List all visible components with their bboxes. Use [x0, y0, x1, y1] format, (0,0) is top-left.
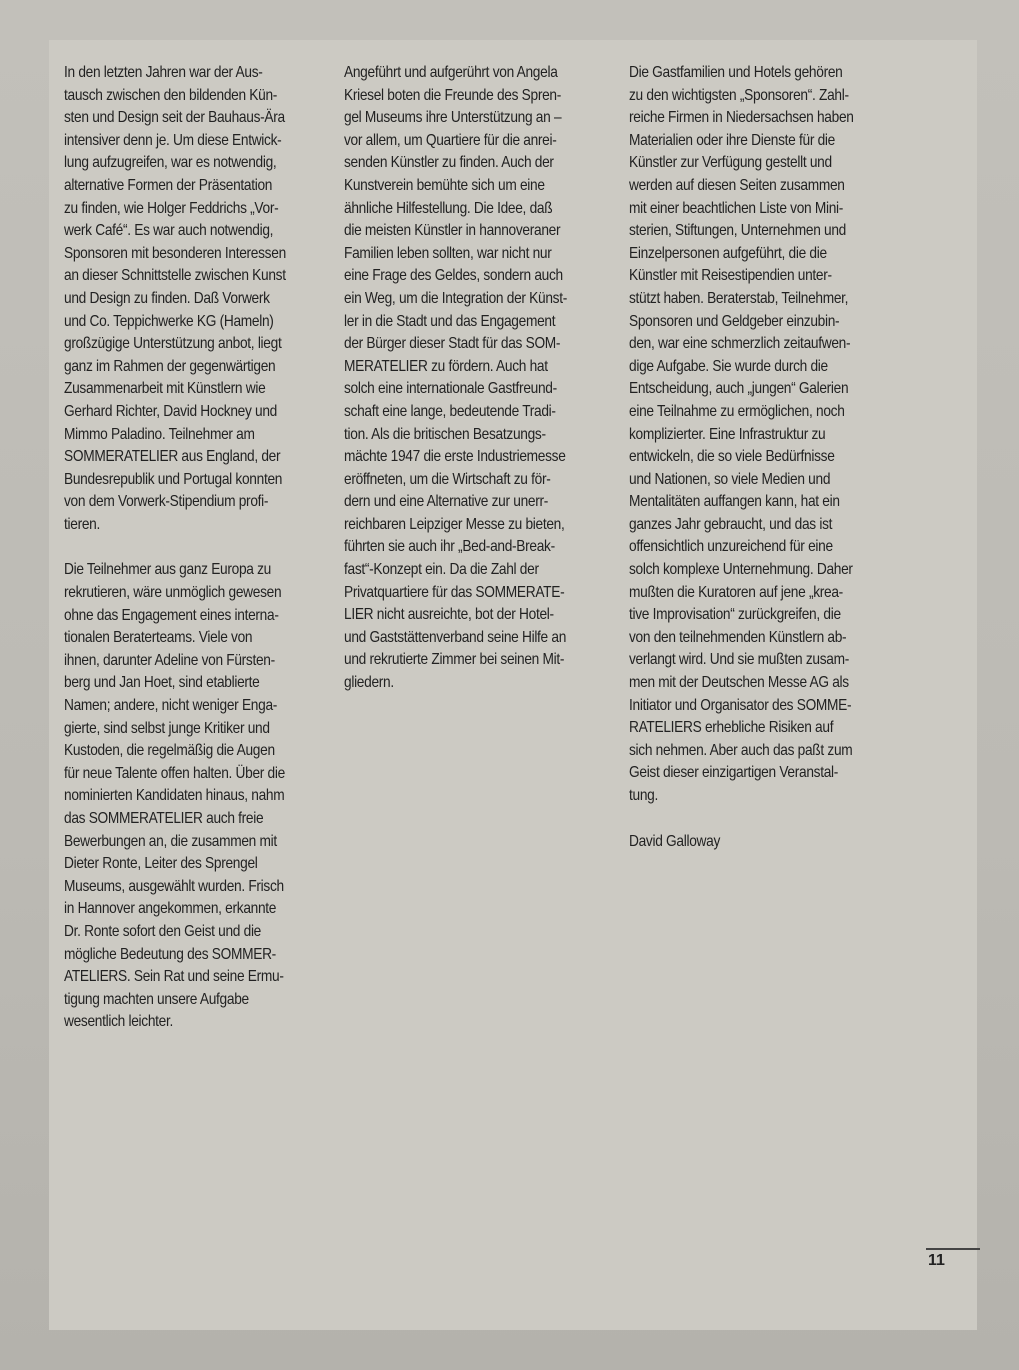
page-number: 11: [928, 1252, 945, 1269]
text-column-3: [629, 62, 893, 853]
page-number-rule: [926, 1248, 980, 1250]
paragraph: In den letzten Jahren war der Aus- tausch zwischen den bildenden Kün- sten und Design seit der Bauhaus-Ära intensiver denn je. Um diese Entwick- lung aufzugreifen, war es notwendig, alternative Formen der Präsentation zu finden, wie Holger Feddrichs „Vor- werk Café“. Es war auch notwendig, Sponsoren mit besonderen Interessen an dieser Schnittstelle zwischen Kunst und Design zu finden. Daß Vorwerk und Co. Teppichwerke KG (Hameln) großzügige Unterstützung anbot, liegt ganz im Rahmen der gegenwärtigen Zusammenarbeit mit Künstlern wie Gerhard Richter, David Hockney und Mimmo Paladino. Teilnehmer am SOMMERATELIER aus England, der Bundesrepublik und Portugal konnten von dem Vorwerk-Stipendium profi- tieren.: [64, 64, 286, 533]
author-signature: David Galloway: [629, 832, 721, 850]
paragraph: Angeführt und aufgerührt von Angela Kriesel boten die Freunde des Spren- gel Museums ihre Unterstützung an – vor allem, um Quartiere für die anrei- senden Künstler zu finden. Auch der Kunstverein bemühte sich um eine ähnliche Hilfestellung. Die Idee, daß die meisten Künstler in hannoveraner Familien leben sollten, war nicht nur eine Frage des Geldes, sondern auch ein Weg, um die Integration der Künst- ler in die Stadt und das Engagement der Bürger dieser Stadt für das SOM- MERATELIER zu fördern. Auch hat solch eine internationale Gastfreund- schaft eine lange, bedeutende Tradi- tion. Als die britischen Besatzungs- mächte 1947 die erste Industriemesse eröffneten, um die Wirtschaft zu för- dern und eine Alternative zur unerr- reichbaren Leipziger Messe zu bieten, führten sie auch ihr „Bed-and-Break- fast“-Konzept ein. Da die Zahl der Privatquartiere für das SOMMERATE- LIER nicht ausreichte, bot der Hotel- und Gaststättenverband seine Hilfe an und rekrutierte Zimmer bei seinen Mit- gliedern.: [344, 64, 567, 692]
paragraph: Die Teilnehmer aus ganz Europa zu rekrutieren, wäre unmöglich gewesen ohne das Engagement eines interna- tionalen Beraterteams. Viele von ihnen, darunter Adeline von Fürsten- berg und Jan Hoet, sind etablierte Namen; andere, nicht weniger Enga- gierte, sind selbst junge Kritiker und Kustoden, die regelmäßig die Augen für neue Talente offen halten. Über die nominierten Kandidaten hinaus, nahm das SOMMERATELIER auch freie Bewerbungen an, die zusammen mit Dieter Ronte, Leiter des Sprengel Museums, ausgewählt wurden. Frisch in Hannover angekommen, erkannte Dr. Ronte sofort den Geist und die mögliche Bedeutung des SOMMER- ATELIERS. Sein Rat und seine Ermu- tigung machten unsere Aufgabe wesentlich leichter.: [64, 561, 285, 1031]
paragraph: Die Gastfamilien und Hotels gehören zu den wichtigsten „Sponsoren“. Zahl- reiche Firmen in Niedersachsen haben Materialien oder ihre Dienste für die Künstler zur Verfügung gestellt und werden auf diesen Seiten zusammen mit einer beachtlichen Liste von Mini- sterien, Stiftungen, Unternehmen und Einzelpersonen aufgeführt, die die Künstler mit Reisestipendien unter- stützt haben. Beraterstab, Teilnehmer, Sponsoren und Geldgeber einzubin- den, war eine schmerzlich zeitaufwen- dige Aufgabe. Sie wurde durch die Entscheidung, auch „jungen“ Galerien eine Teilnahme zu ermöglichen, noch komplizierter. Eine Infrastruktur zu entwickeln, die so viele Bedürfnisse und Nationen, so viele Medien und Mentalitäten auffangen kann, hat ein ganzes Jahr gebraucht, und das ist offensichtlich unzureichend für eine solch komplexe Unternehmung. Daher mußten die Kuratoren auf jene „krea- tive Improvisation“ zurückgreifen, die von den teilnehmenden Künstlern ab- verlangt wird. Und sie mußten zusam- men mit der Deutschen Messe AG als Initiator und Organisator des SOMME- RATELIERS erhebliche Risiken auf sich nehmen. Aber auch das paßt zum Geist dieser einzigartigen Veranstal- tung.: [629, 64, 854, 804]
text-column-1: [64, 62, 328, 1034]
text-column-2: [344, 62, 608, 695]
